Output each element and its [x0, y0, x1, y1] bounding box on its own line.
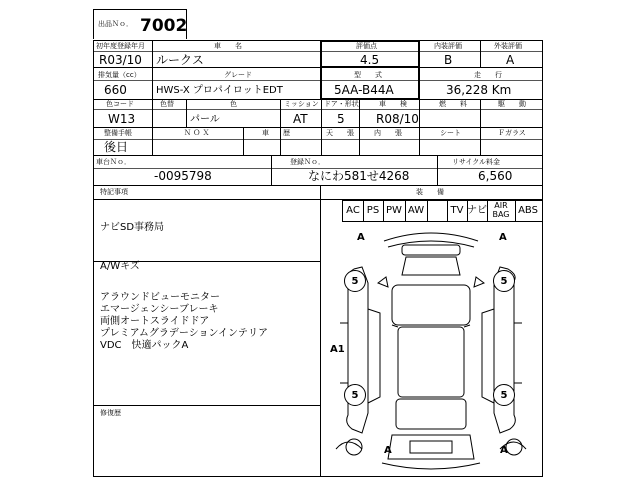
nox-label: Ｎ Ｏ Ｘ [184, 129, 210, 137]
inspection-label: 車 検 [379, 100, 407, 108]
color-change-label: 色替 [160, 100, 174, 108]
exterior-grade-label: 外装評価 [494, 42, 522, 50]
damage-rear-left: A [384, 445, 392, 456]
seat-label: シート [440, 129, 461, 137]
equip-ps: PS [366, 205, 380, 216]
color-code-value: W13 [108, 112, 136, 126]
damage-side-left: A1 [330, 344, 345, 355]
transmission-value: AT [293, 112, 308, 126]
drive-label: 駆 動 [498, 100, 526, 108]
tire-front-right: 5 [493, 270, 515, 292]
doors-label: ドア・形状 [324, 100, 359, 108]
grade-value: HWS-X プロパイロットEDT [156, 85, 283, 96]
interior-grade-value: B [444, 53, 453, 67]
interior-lining-label: 内 張 [374, 129, 402, 137]
windshield-label: Ｆガラス [498, 129, 526, 137]
car-name-label: 車 名 [214, 42, 242, 50]
mileage-value: 36,228 Km [446, 83, 512, 97]
first-reg-label: 初年度登録年月 [96, 42, 145, 50]
equip-ac: AC [346, 205, 360, 216]
tire-front-left: 5 [344, 270, 366, 292]
equipment-label: 装 備 [416, 188, 444, 196]
recycle-fee-value: 6,560 [478, 169, 513, 183]
score-value: 4.5 [360, 53, 380, 67]
model-code-label: 型 式 [354, 71, 382, 79]
equip-tv: TV [450, 205, 464, 216]
interior-grade-label: 内装評価 [434, 42, 462, 50]
doors-value: 5 [337, 112, 345, 126]
equip-abs: ABS [518, 205, 538, 216]
first-reg-value: R03/10 [99, 53, 142, 67]
listing-number-box [93, 9, 187, 39]
special-notes-label: 特記事項 [100, 188, 128, 196]
model-code-value: 5AA-B44A [334, 83, 394, 97]
rear-wheel-marks [344, 436, 524, 458]
color-value: パール [190, 114, 220, 125]
displacement-value: 660 [104, 83, 127, 97]
transmission-label: ミッション [284, 100, 319, 108]
note-slide-doors: 両側オートスライドドア [100, 316, 210, 327]
exterior-grade-value: A [506, 53, 515, 67]
recycle-fee-label: リサイクル料金 [452, 158, 501, 166]
note-aw-scratch: A/Wキズ [100, 261, 140, 272]
inspection-value: R08/10 [376, 112, 419, 126]
mileage-label: 走 行 [474, 71, 502, 79]
listing-number-label: 出品Ｎｏ． [98, 20, 133, 28]
note-navi-sd: ナビSD事務局 [100, 222, 165, 233]
damage-rear-right: A [500, 445, 508, 456]
service-book-value: 後日 [104, 140, 129, 154]
displacement-label: 排気量（cc） [98, 71, 141, 79]
fuel-label: 燃 料 [439, 100, 467, 108]
equipment-grid [342, 200, 542, 222]
chassis-number-label: 車台Ｎｏ． [96, 158, 131, 166]
chassis-number-value: -0095798 [154, 169, 212, 183]
damage-front-left: A [357, 232, 365, 243]
note-around-view: アラウンドビューモニター [100, 292, 220, 303]
auction-sheet [93, 40, 543, 477]
car-name-value: ルークス [156, 53, 204, 67]
tire-rear-right: 5 [493, 384, 515, 406]
service-book-label: 整備手帳 [104, 129, 132, 137]
color-code-label: 色コード [106, 100, 134, 108]
note-premium-interior: プレミアムグラデーションインテリア [100, 328, 268, 339]
equip-airbag: AIR BAG [492, 201, 510, 219]
note-vdc-pack: VDC 快適パックA [100, 340, 189, 351]
color-label: 色 [230, 100, 237, 108]
equip-navi: ナビ [467, 205, 487, 216]
registration-label: 登録Ｎｏ． [290, 158, 325, 166]
equip-pw: PW [386, 205, 402, 216]
damage-front-right: A [499, 232, 507, 243]
equip-aw: AW [407, 205, 425, 216]
repair-history-label: 修復歴 [100, 409, 121, 417]
roof-label: 天 張 [326, 129, 354, 137]
registration-value: なにわ581せ4268 [308, 169, 410, 183]
history-label: 車 歴 [262, 129, 290, 137]
listing-number: 7002 [140, 16, 188, 36]
tire-rear-left: 5 [344, 384, 366, 406]
grade-label: グレード [224, 71, 252, 79]
score-label: 評価点 [356, 42, 377, 50]
note-emergency-brake: エマージェンシーブレーキ [100, 304, 219, 315]
